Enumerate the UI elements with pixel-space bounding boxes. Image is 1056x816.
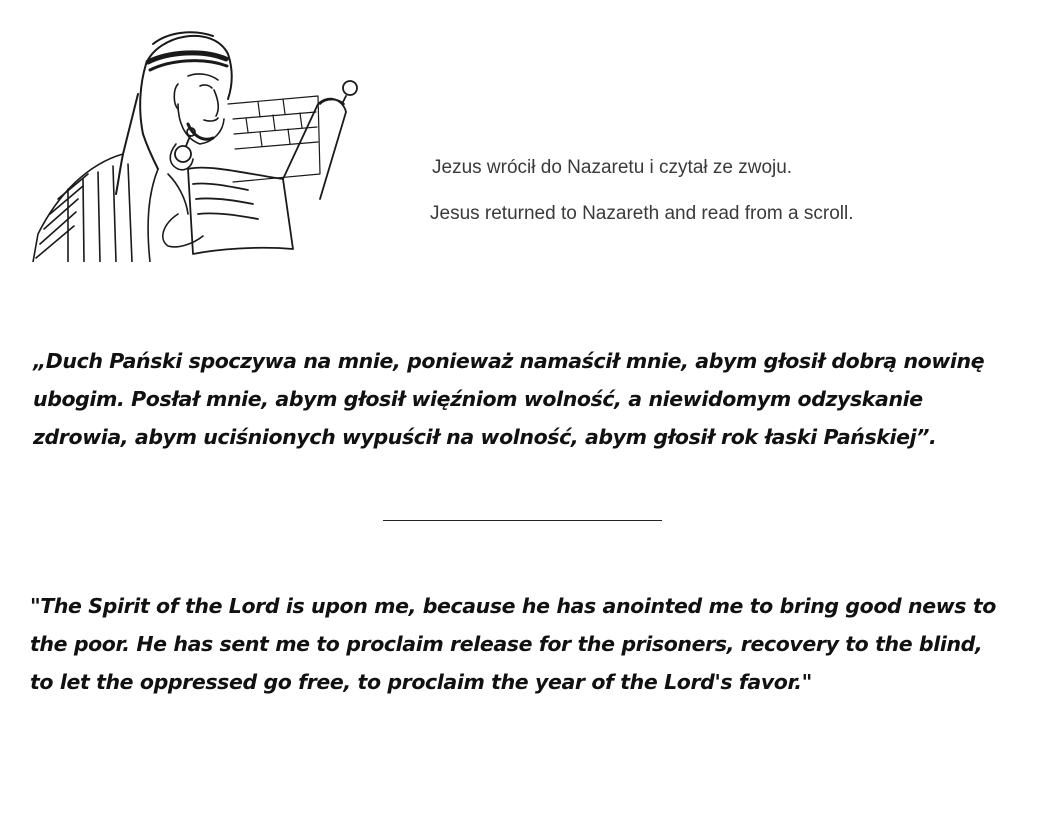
section-divider [383, 520, 662, 521]
caption-polish: Jezus wrócił do Nazaretu i czytał ze zwoju. [432, 157, 793, 178]
man-reading-scroll-illustration [28, 24, 368, 262]
quote-polish-line: zdrowia, abym uciśnionych wypuścił na wolność, abym głosił rok łaski Pańskiej”. [33, 425, 937, 449]
quote-polish-line: „Duch Pański spoczywa na mnie, ponieważ namaścił mnie, abym głosił dobrą nowinę [33, 349, 985, 373]
quote-english-line: "The Spirit of the Lord is upon me, because he has anointed me to bring good news to [30, 594, 996, 618]
caption-english: Jesus returned to Nazareth and read from a scroll. [430, 203, 854, 224]
quote-polish-line: ubogim. Posłał mnie, abym głosił więźniom wolność, a niewidomym odzyskanie [33, 387, 923, 411]
scroll [175, 81, 357, 254]
quote-polish [33, 342, 1033, 456]
robe [33, 154, 188, 262]
quote-english-line: the poor. He has sent me to proclaim release for the prisoners, recovery to the blind, [30, 632, 983, 656]
headdress [116, 32, 232, 194]
quote-english [30, 587, 1030, 701]
quote-english-line: to let the oppressed go free, to proclaim the year of the Lord's favor." [30, 670, 812, 694]
brick-wall [228, 96, 320, 182]
face [174, 74, 224, 144]
